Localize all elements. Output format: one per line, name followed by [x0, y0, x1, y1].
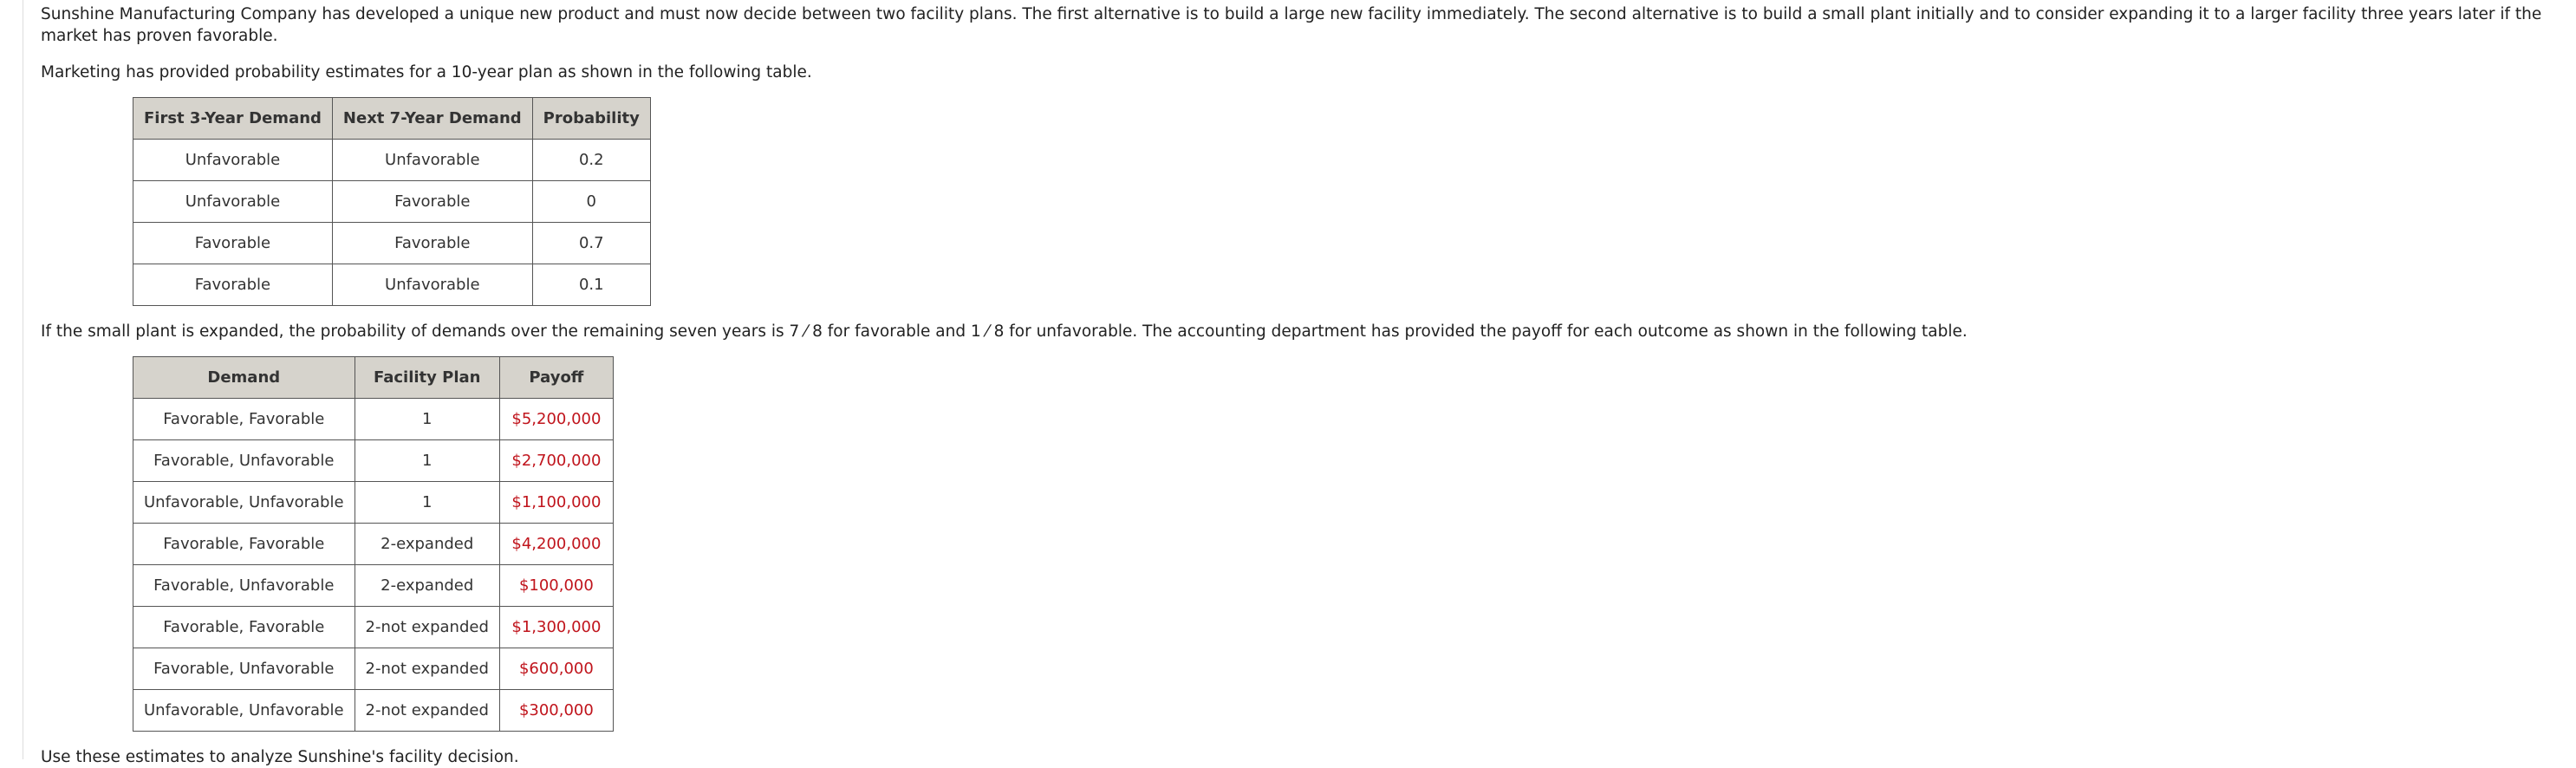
payoff-cell: $100,000	[499, 565, 613, 607]
demand-cell: Unfavorable, Unfavorable	[133, 690, 355, 732]
table-row	[133, 565, 614, 607]
facility-plan-cell: 2-not expanded	[355, 648, 499, 690]
facility-plan-cell: 1	[355, 440, 499, 482]
table-row	[133, 690, 614, 732]
table-header-row	[133, 357, 614, 399]
table-row	[133, 399, 614, 440]
demand-cell: Favorable, Unfavorable	[133, 565, 355, 607]
column-header: First 3-Year Demand	[133, 98, 333, 140]
table-row	[133, 223, 651, 264]
table-row	[133, 264, 651, 306]
table-row	[133, 648, 614, 690]
probability-cell: 0.1	[532, 264, 650, 306]
next-demand-cell: Unfavorable	[332, 264, 532, 306]
closing-paragraph: Use these estimates to analyze Sunshine's facility decision.	[41, 748, 519, 766]
column-header: Probability	[532, 98, 650, 140]
facility-plan-cell: 2-not expanded	[355, 607, 499, 648]
probability-cell: 0.7	[532, 223, 650, 264]
question-panel	[23, 0, 2554, 766]
table-row	[133, 482, 614, 524]
expansion-paragraph: If the small plant is expanded, the probability of demands over the remaining seven years is 7 ⁄ 8 for favorable and 1 ⁄ 8 for unfavorable. The accounting department has provided the payoff for each outcome as shown in the following table.	[41, 322, 1968, 341]
demand-cell: Unfavorable, Unfavorable	[133, 482, 355, 524]
payoff-cell: $5,200,000	[499, 399, 613, 440]
probability-cell: 0	[532, 181, 650, 223]
demand-cell: Favorable, Favorable	[133, 399, 355, 440]
first-demand-cell: Unfavorable	[133, 181, 333, 223]
demand-cell: Favorable, Unfavorable	[133, 648, 355, 690]
payoff-cell: $600,000	[499, 648, 613, 690]
marketing-paragraph: Marketing has provided probability estimates for a 10-year plan as shown in the following table.	[41, 63, 812, 81]
column-header: Demand	[133, 357, 355, 399]
column-header: Next 7-Year Demand	[332, 98, 532, 140]
payoff-cell: $2,700,000	[499, 440, 613, 482]
probability-table	[133, 97, 651, 306]
payoff-cell: $1,300,000	[499, 607, 613, 648]
table-row	[133, 140, 651, 181]
table-header-row	[133, 98, 651, 140]
demand-cell: Favorable, Unfavorable	[133, 440, 355, 482]
next-demand-cell: Favorable	[332, 223, 532, 264]
first-demand-cell: Favorable	[133, 264, 333, 306]
payoff-cell: $4,200,000	[499, 524, 613, 565]
demand-cell: Favorable, Favorable	[133, 607, 355, 648]
next-demand-cell: Unfavorable	[332, 140, 532, 181]
table-row	[133, 524, 614, 565]
payoff-cell: $300,000	[499, 690, 613, 732]
next-demand-cell: Favorable	[332, 181, 532, 223]
probability-cell: 0.2	[532, 140, 650, 181]
facility-plan-cell: 2-expanded	[355, 524, 499, 565]
first-demand-cell: Favorable	[133, 223, 333, 264]
facility-plan-cell: 2-not expanded	[355, 690, 499, 732]
facility-plan-cell: 1	[355, 482, 499, 524]
intro-paragraph: Sunshine Manufacturing Company has developed a unique new product and must now decide between two facility plans. The first alternative is to build a large new facility immediately. The second alternative is to build a small plant initially and to consider expanding it to a larger facility three years later if the market has proven favorable.	[41, 5, 2542, 45]
column-header: Facility Plan	[355, 357, 499, 399]
payoff-table	[133, 356, 614, 732]
first-demand-cell: Unfavorable	[133, 140, 333, 181]
facility-plan-cell: 2-expanded	[355, 565, 499, 607]
facility-plan-cell: 1	[355, 399, 499, 440]
table-row	[133, 181, 651, 223]
payoff-cell: $1,100,000	[499, 482, 613, 524]
table-row	[133, 607, 614, 648]
demand-cell: Favorable, Favorable	[133, 524, 355, 565]
table-row	[133, 440, 614, 482]
column-header: Payoff	[499, 357, 613, 399]
